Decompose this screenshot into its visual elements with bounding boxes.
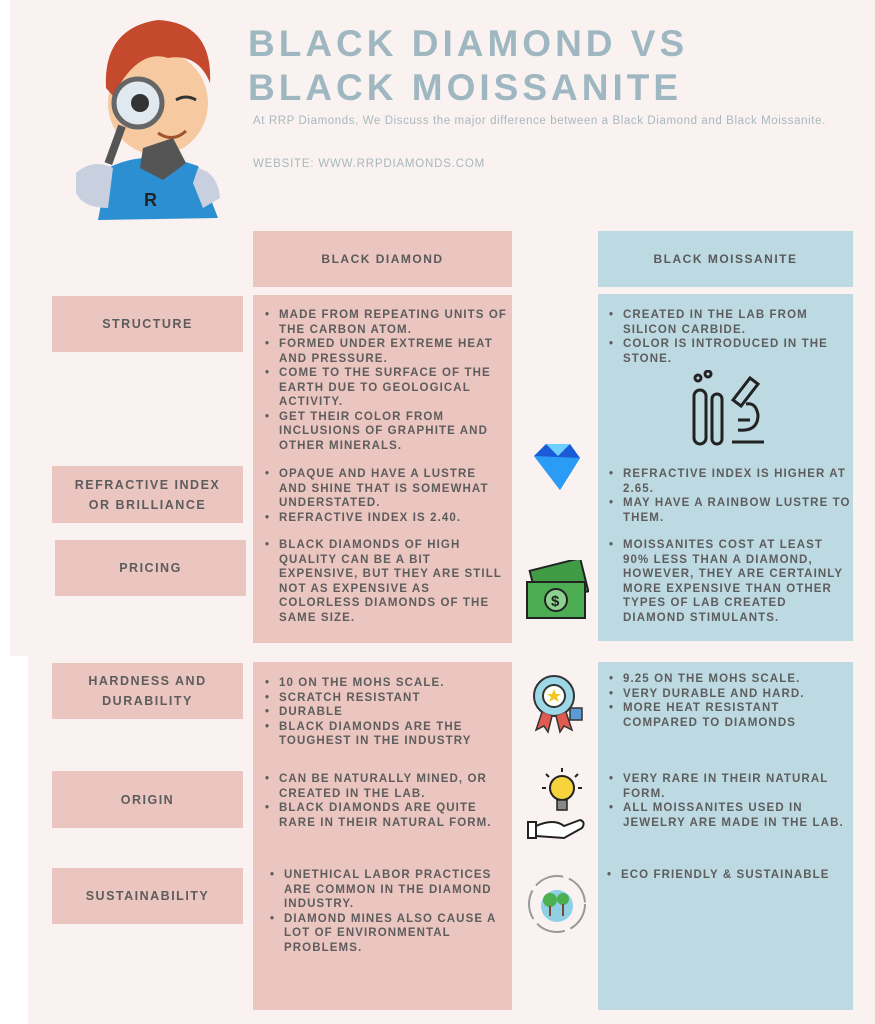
moissanite-sustainability-list: [605, 868, 853, 883]
column-header-black-moissanite: BLACK MOISSANITE: [598, 231, 853, 287]
moissanite-origin-list: [607, 772, 855, 830]
boy-magnifier-illustration: [68, 8, 228, 223]
diamond-pricing-list: [263, 538, 508, 625]
microscope-icon: [688, 370, 768, 448]
row-label-hardness: HARDNESS AND DURABILITY: [52, 663, 243, 719]
money-icon: [523, 560, 589, 622]
list-item: • REFRACTIVE INDEX IS 2.40.: [263, 511, 508, 526]
diamond-origin-list: [263, 772, 511, 830]
row-label-refractive-index: REFRACTIVE INDEX OR BRILLIANCE: [52, 466, 243, 523]
svg-text:$: $: [551, 593, 560, 610]
list-item: • COME TO THE SURFACE OF THE EARTH DUE TO GEOLOGICAL ACTIVITY.: [263, 366, 511, 410]
row-label-structure: STRUCTURE: [52, 296, 243, 352]
list-item: • FORMED UNDER EXTREME HEAT AND PRESSURE.: [263, 337, 511, 366]
list-item: • UNETHICAL LABOR PRACTICES ARE COMMON IN THE DIAMOND INDUSTRY.: [268, 868, 512, 912]
subtitle: At RRP Diamonds, We Discuss the major difference between a Black Diamond and Black Moissanite.: [253, 115, 826, 127]
list-item: • ECO FRIENDLY & SUSTAINABLE: [605, 868, 853, 883]
page-title: [248, 22, 688, 110]
earth-sustainability-icon: [525, 872, 589, 936]
list-item: • 10 ON THE MOHS SCALE.: [263, 676, 508, 691]
row-label-pricing: PRICING: [55, 540, 246, 596]
list-item: • REFRACTIVE INDEX IS HIGHER AT 2.65.: [607, 467, 851, 496]
diamond-sustainability-list: [268, 868, 512, 955]
list-item: • VERY DURABLE AND HARD.: [607, 687, 851, 702]
list-item: • DIAMOND MINES ALSO CAUSE A LOT OF ENVIRONMENTAL PROBLEMS.: [268, 912, 512, 956]
list-item: • ALL MOISSANITES USED IN JEWELRY ARE MADE IN THE LAB.: [607, 801, 855, 830]
row-label-origin: ORIGIN: [52, 771, 243, 828]
quality-badge-icon: [528, 672, 586, 734]
list-item: • 9.25 ON THE MOHS SCALE.: [607, 672, 851, 687]
logo-letter: R: [144, 190, 157, 210]
list-item: • BLACK DIAMONDS OF HIGH QUALITY CAN BE A BIT EXPENSIVE, BUT THEY ARE STILL NOT AS EXPENSIVE AS COLORLESS DIAMONDS OF THE SAME SIZE.: [263, 538, 508, 625]
list-item: • CAN BE NATURALLY MINED, OR CREATED IN THE LAB.: [263, 772, 511, 801]
diamond-hardness-list: [263, 676, 508, 749]
column-header-black-diamond: BLACK DIAMOND: [253, 231, 512, 287]
list-item: • DURABLE: [263, 705, 508, 720]
moissanite-refractive-list: [607, 467, 851, 525]
list-item: • OPAQUE AND HAVE A LUSTRE AND SHINE THAT IS SOMEWHAT UNDERSTATED.: [263, 467, 508, 511]
row-label-sustainability: SUSTAINABILITY: [52, 868, 243, 924]
list-item: • SCRATCH RESISTANT: [263, 691, 508, 706]
title-line-2: BLACK MOISSANITE: [248, 67, 682, 108]
moissanite-hardness-list: [607, 672, 851, 730]
list-item: • CREATED IN THE LAB FROM SILICON CARBIDE.: [607, 308, 851, 337]
list-item: • GET THEIR COLOR FROM INCLUSIONS OF GRAPHITE AND OTHER MINERALS.: [263, 410, 511, 454]
moissanite-structure-list: [607, 308, 851, 366]
idea-hand-icon: [524, 766, 588, 844]
diamond-icon: [530, 440, 584, 494]
list-item: • MAY HAVE A RAINBOW LUSTRE TO THEM.: [607, 496, 851, 525]
diamond-refractive-list: [263, 467, 508, 525]
title-line-1: BLACK DIAMOND VS: [248, 23, 689, 64]
list-item: • MADE FROM REPEATING UNITS OF THE CARBON ATOM.: [263, 308, 511, 337]
list-item: • BLACK DIAMONDS ARE THE TOUGHEST IN THE INDUSTRY: [263, 720, 508, 749]
list-item: • BLACK DIAMONDS ARE QUITE RARE IN THEIR NATURAL FORM.: [263, 801, 511, 830]
moissanite-pricing-list: [607, 538, 851, 625]
list-item: • VERY RARE IN THEIR NATURAL FORM.: [607, 772, 855, 801]
list-item: • MORE HEAT RESISTANT COMPARED TO DIAMONDS: [607, 701, 851, 730]
website-link[interactable]: WEBSITE: WWW.RRPDIAMONDS.COM: [253, 158, 485, 170]
diamond-structure-list: [263, 308, 511, 453]
list-item: • MOISSANITES COST AT LEAST 90% LESS THAN A DIAMOND, HOWEVER, THEY ARE CERTAINLY MORE EXPENSIVE THAN OTHER TYPES OF LAB CREATED DIAMOND STIMULANTS.: [607, 538, 851, 625]
list-item: • COLOR IS INTRODUCED IN THE STONE.: [607, 337, 851, 366]
